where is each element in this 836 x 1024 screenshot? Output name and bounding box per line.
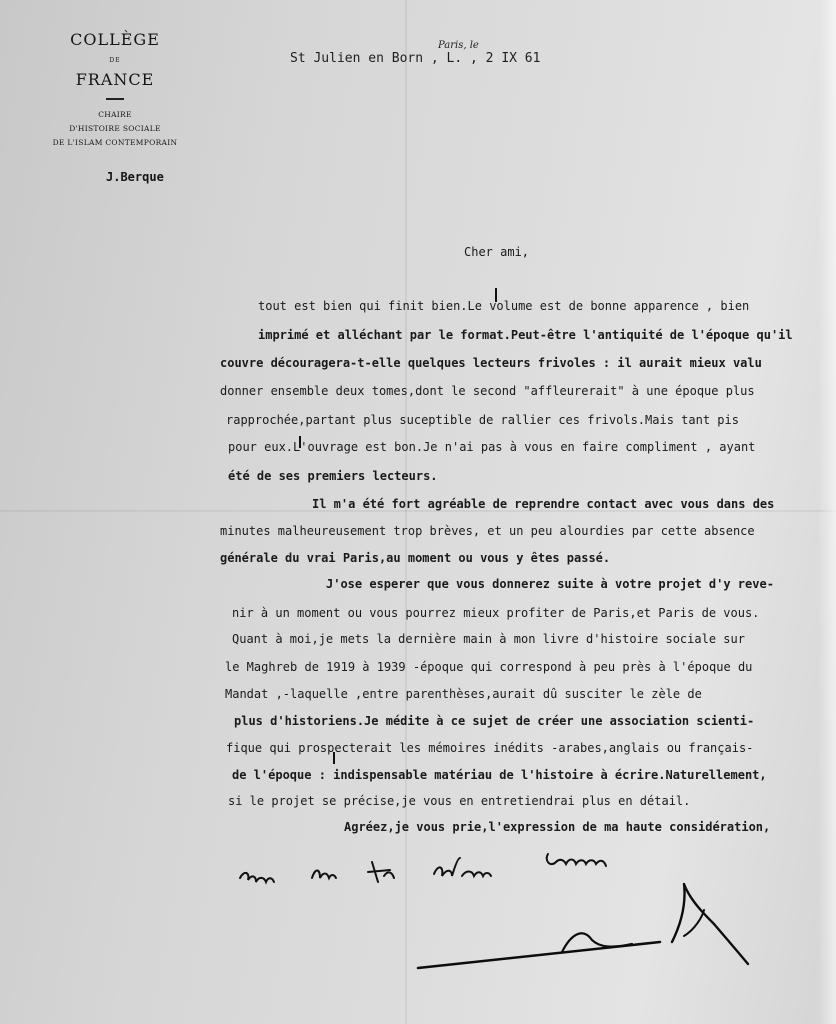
body-line: le Maghreb de 1919 à 1939 -époque qui correspond à peu près à l'époque du — [225, 660, 753, 674]
body-line: pour eux.L'ouvrage est bon.Je n'ai pas à vous en faire compliment , ayant — [228, 440, 756, 454]
letterhead-chair: CHAIRE — [98, 110, 132, 119]
body-line: nir à un moment ou vous pourrez mieux profiter de Paris,et Paris de vous. — [232, 606, 760, 620]
body-line: Il m'a été fort agréable de reprendre contact avec vous dans des — [312, 497, 775, 511]
body-line: générale du vrai Paris,au moment ou vous y êtes passé. — [220, 551, 611, 565]
signature — [418, 884, 748, 968]
closing-formula: Agréez,je vous prie,l'expression de ma haute considération, — [344, 820, 771, 834]
letterhead-france: FRANCE — [75, 70, 155, 89]
letterhead-chair-subject: D'HISTOIRE SOCIALE — [69, 124, 161, 133]
body-line: si le projet se précise,je vous en entretiendrai plus en détail. — [228, 794, 691, 808]
letterhead-author-name: J.Berque — [106, 170, 164, 184]
dateline: St Julien en Born , L. , 2 IX 61 — [290, 51, 541, 66]
body-line: été de ses premiers lecteurs. — [228, 469, 438, 483]
body-line: rapprochée,partant plus suceptible de rallier ces frivols.Mais tant pis — [226, 413, 739, 427]
body-line: plus d'historiens.Je médite à ce sujet de créer une association scienti- — [234, 714, 755, 728]
body-line: donner ensemble deux tomes,dont le second "affleurerait" à une époque plus — [220, 384, 755, 398]
body-line: J'ose esperer que vous donnerez suite à votre projet d'y reve- — [326, 577, 774, 591]
handwritten-closing-scrawl — [240, 854, 606, 882]
body-line: de l'époque : indispensable matériau de l'histoire à écrire.Naturellement, — [232, 768, 767, 782]
body-line: fique qui prospecterait les mémoires inédits -arabes,anglais ou français- — [226, 741, 754, 755]
body-line: tout est bien qui finit bien.Le volume est de bonne apparence , bien — [258, 299, 750, 313]
body-line: imprimé et alléchant par le format.Peut-être l'antiquité de l'époque qu'il — [258, 328, 793, 342]
letterhead-de: DE — [109, 57, 121, 64]
letterhead-college: COLLÈGE — [70, 30, 160, 49]
salutation: Cher ami, — [464, 245, 530, 259]
letterhead-chair-field: DE L'ISLAM CONTEMPORAIN — [52, 138, 178, 147]
body-line: minutes malheureusement trop brèves, et un peu alourdies par cette absence — [220, 524, 755, 538]
printed-place-label: Paris, le — [438, 40, 479, 51]
body-line: Mandat ,-laquelle ,entre parenthèses,aurait dû susciter le zèle de — [225, 687, 702, 701]
ink-marks — [300, 288, 496, 764]
body-line: couvre découragera-t-elle quelques lecteurs frivoles : il aurait mieux valu — [220, 356, 762, 370]
body-line: Quant à moi,je mets la dernière main à mon livre d'histoire sociale sur — [232, 632, 745, 646]
